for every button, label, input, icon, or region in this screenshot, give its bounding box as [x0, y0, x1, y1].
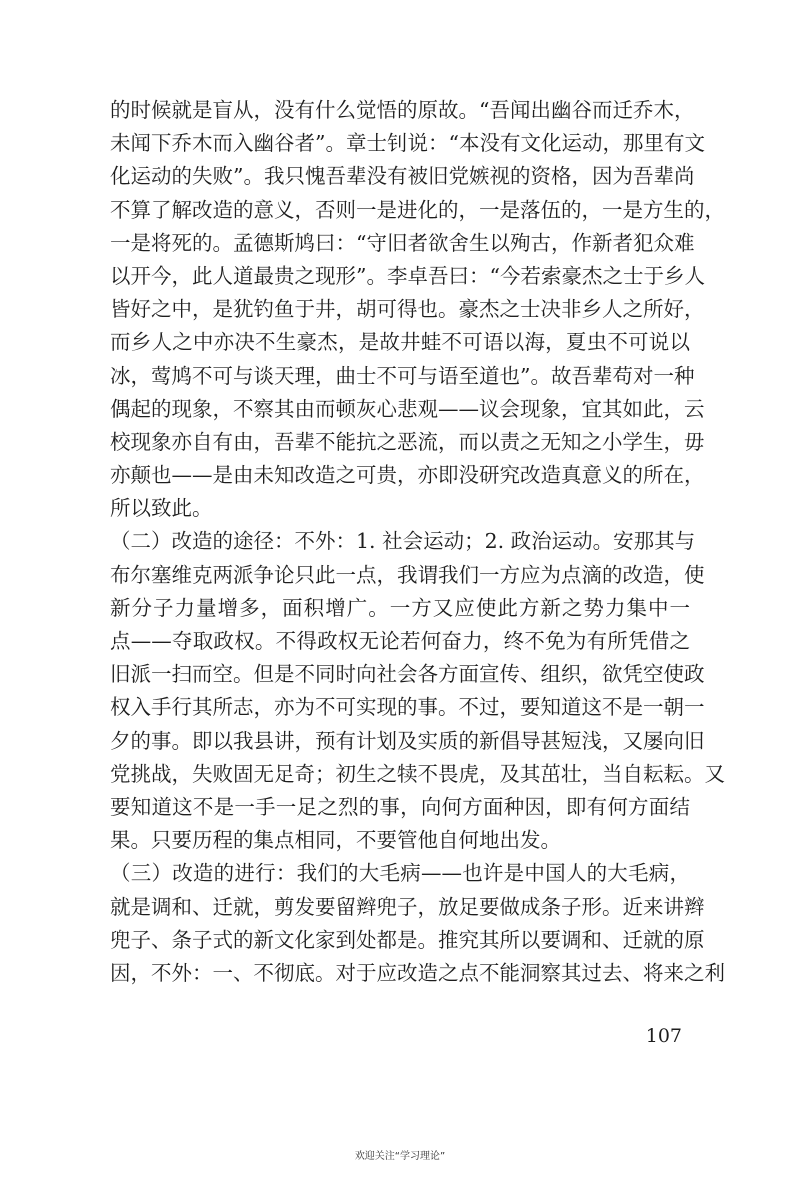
text-line: 一是将死的。孟德斯鸠曰：“守旧者欲舍生以殉古，作新者犯众难: [110, 230, 695, 255]
text-line: 权入手行其所志，亦为不可实现的事。不过，要知道这不是一朝一: [110, 695, 705, 720]
text-line: 的时候就是盲从，没有什么觉悟的原故。“吾闻出幽谷而迁乔木，: [110, 98, 695, 122]
text-line: 化运动的失败”。我只愧吾辈没有被旧党嫉视的资格，因为吾辈尚: [110, 164, 695, 189]
text-line: 不算了解改造的意义，否则一是进化的，一是落伍的，一是方生的，: [110, 197, 725, 222]
text-line: 偶起的现象，不察其由而顿灰心悲观——议会现象，宜其如此，云: [110, 396, 705, 421]
text-line: 因，不外：一、不彻底。对于应改造之点不能洞察其过去、将来之利: [110, 960, 725, 985]
page-number: 107: [645, 1025, 682, 1047]
text-line: 党挑战，失败固无足奇；初生之犊不畏虎，及其茁壮，当自耘耘。又: [110, 761, 725, 786]
text-line: 所以致此。: [110, 496, 213, 521]
paragraph-3: [110, 857, 725, 990]
text-line: 皆好之中，是犹钓鱼于井，胡可得也。豪杰之士决非乡人之所好，: [110, 297, 705, 322]
text-line: 夕的事。即以我县讲，预有计划及实质的新倡导甚短浅，又屡向旧: [110, 728, 705, 753]
body-text: [110, 94, 725, 990]
paragraph-2: [110, 525, 725, 857]
footer-note: 欢迎关注“学习理论”: [354, 1151, 446, 1162]
text-line: 要知道这不是一手一足之烈的事，向何方面种因，即有何方面结: [110, 794, 690, 819]
text-line: 冰，莺鸠不可与谈天理，曲士不可与语至道也”。故吾辈苟对一种: [110, 363, 695, 388]
text-line: （三）改造的进行：我们的大毛病——也许是中国人的大毛病，: [110, 861, 690, 886]
text-line: 未闻下乔木而入幽谷者”。章士钊说：“本没有文化运动，那里有文: [110, 131, 705, 156]
text-line: （二）改造的途径：不外：1. 社会运动；2. 政治运动。安那其与: [110, 529, 696, 554]
text-line: 果。只要历程的集点相同，不要管他自何地出发。: [110, 828, 561, 853]
text-line: 布尔塞维克两派争论只此一点，我谓我们一方应为点滴的改造，使: [110, 562, 705, 587]
text-line: 兜子、条子式的新文化家到处都是。推究其所以要调和、迁就的原: [110, 927, 705, 952]
text-line: 新分子力量增多，面积增广。一方又应使此方新之势力集中一: [110, 595, 690, 620]
text-line: 以开今，此人道最贵之现形”。李卓吾曰：“今若索豪杰之士于乡人: [110, 263, 705, 288]
text-line: 旧派一扫而空。但是不同时向社会各方面宣传、组织，欲凭空使政: [110, 662, 705, 687]
paragraph-1: [110, 94, 725, 525]
text-line: 校现象亦自有由，吾辈不能抗之恶流，而以责之无知之小学生，毋: [110, 429, 705, 454]
text-line: 就是调和、迁就，剪发要留辫兜子，放足要做成条子形。近来讲辫: [110, 894, 705, 919]
text-line: 而乡人之中亦决不生豪杰，是故井蛙不可语以海，夏虫不可说以: [110, 330, 690, 355]
text-line: 亦颠也——是由未知改造之可贵，亦即没研究改造真意义的所在，: [110, 463, 705, 488]
text-line: 点——夺取政权。不得政权无论若何奋力，终不免为有所凭借之: [110, 629, 690, 653]
